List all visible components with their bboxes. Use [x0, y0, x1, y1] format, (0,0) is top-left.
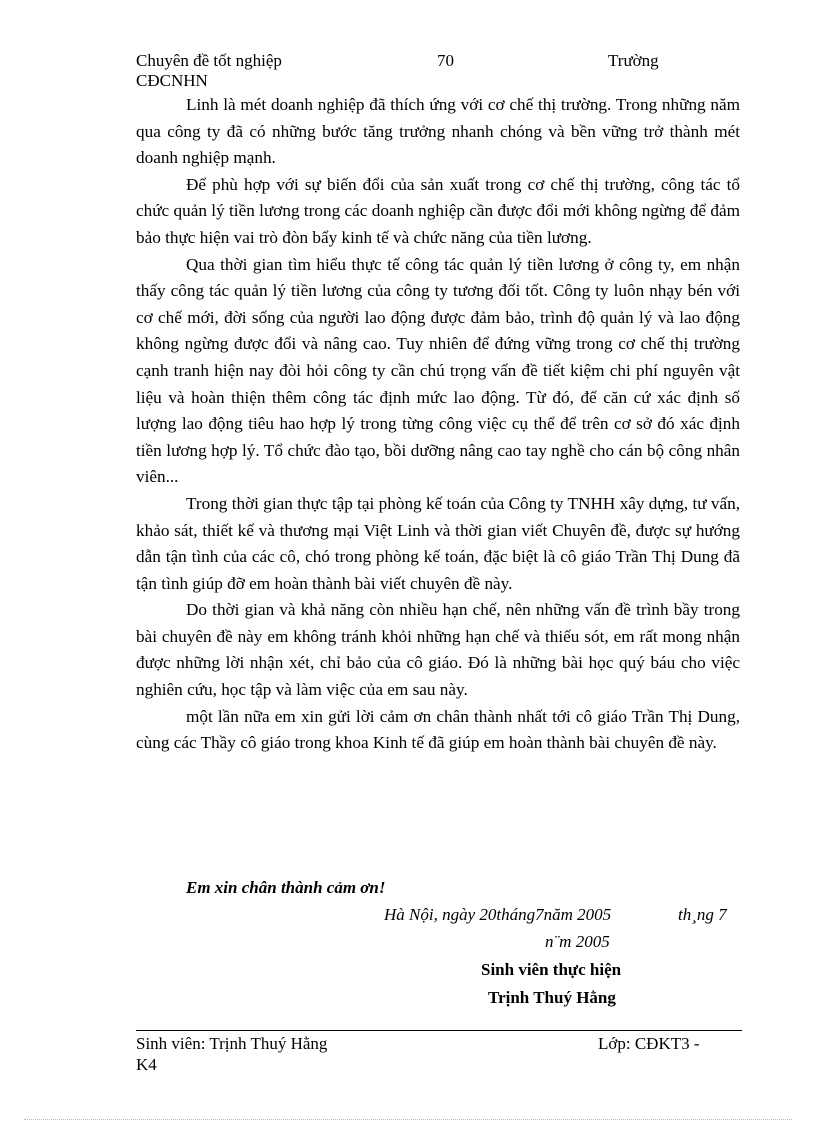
header-title: Chuyên đề tốt nghiệp: [136, 51, 282, 70]
header-school: Trường: [608, 51, 659, 70]
page-number: 70: [437, 51, 454, 70]
signer-role: Sinh viên thực hiện: [481, 960, 622, 979]
paragraph: Linh là mét doanh nghiệp đã thích ứng với cơ chế thị trường. Trong những năm qua công ty đã có những bước tăng trưởng nhanh chóng và bền vững trở thành mét doanh nghiệp mạnh.: [136, 95, 740, 168]
footer-class: Lớp: CĐKT3 -: [598, 1034, 700, 1053]
header-school-continued: CĐCNHN: [136, 71, 208, 90]
footer-student: Sinh viên: Trịnh Thuý Hằng: [136, 1034, 328, 1053]
paragraph: một lần nữa em xin gửi lời cảm ơn chân thành nhất tới cô giáo Trần Thị Dung, cùng các Thầy cô giáo trong khoa Kinh tế đã giúp em hoàn thành bài chuyên đề này.: [136, 706, 740, 753]
footer-divider: [136, 1030, 742, 1031]
date-line: Hà Nội, ngày 20tháng7năm 2005: [384, 905, 612, 924]
paragraph: Do thời gian và khả năng còn nhiều hạn chế, nên những vấn đề trình bầy trong bài chuyên đề này em không tránh khỏi những hạn chế và thiếu sót, em rất mong nhận được những lời nhận xét, chỉ bảo của cô giáo. Đó là những bài học quý báu cho việc nghiên cứu, học tập và làm việc của em sau này.: [136, 600, 740, 700]
paragraph: Trong thời gian thực tập tại phòng kế toán của Công ty TNHH xây dựng, tư vấn, khảo sát, thiết kế và thương mại Việt Linh và thời gian viết Chuyên đề, được sự hướng dẫn tận tình của các cô, chó trong phòng kế toán, đặc biệt là cô giáo Trần Thị Dung đã tận tình giúp đỡ em hoàn thành bài viết chuyên đề này.: [136, 493, 740, 593]
footer-class-continued: K4: [136, 1055, 157, 1074]
paragraph: Để phù hợp với sự biến đổi của sản xuất trong cơ chế thị trường, công tác tổ chức quản lý tiền lương trong các doanh nghiệp cần được đổi mới không ngừng để đảm bảo thực hiện vai trò đòn bẩy kinh tế và chức năng của tiền lương.: [136, 174, 740, 247]
body-text: [136, 92, 740, 757]
paragraph: Qua thời gian tìm hiểu thực tế công tác quản lý tiền lương ở công ty, em nhận thấy công tác quản lý tiền lương của công ty tương đối tốt. Công ty luôn nhạy bén với cơ chế mới, đời sống của người lao động được đảm bảo, trình độ quản lý và lao động không ngừng được đổi và nâng cao. Tuy nhiên để đứng vững trong cơ chế thị trường cạnh tranh hiện nay đòi hỏi công ty cần chú trọng vấn đề tiết kiệm chi phí nguyên vật liệu và hoàn thiện thêm công tác định mức lao động. Từ đó, để căn cứ xác định số lượng lao động tiêu hao hợp lý trong từng công việc cụ thể để trên cơ sở đó xác định tiền lương hợp lý. Tổ chức đào tạo, bồi dưỡng nâng cao tay nghề cho cán bộ công nhân viên...: [136, 254, 740, 487]
closing-thanks: Em xin chân thành cảm ơn!: [186, 878, 386, 897]
date-line-continued: n¨m 2005: [545, 932, 610, 951]
signer-name: Trịnh Thuý Hằng: [488, 988, 616, 1007]
date-line-tail: th¸ng 7: [678, 905, 727, 924]
page-bottom-border: [24, 1119, 792, 1120]
